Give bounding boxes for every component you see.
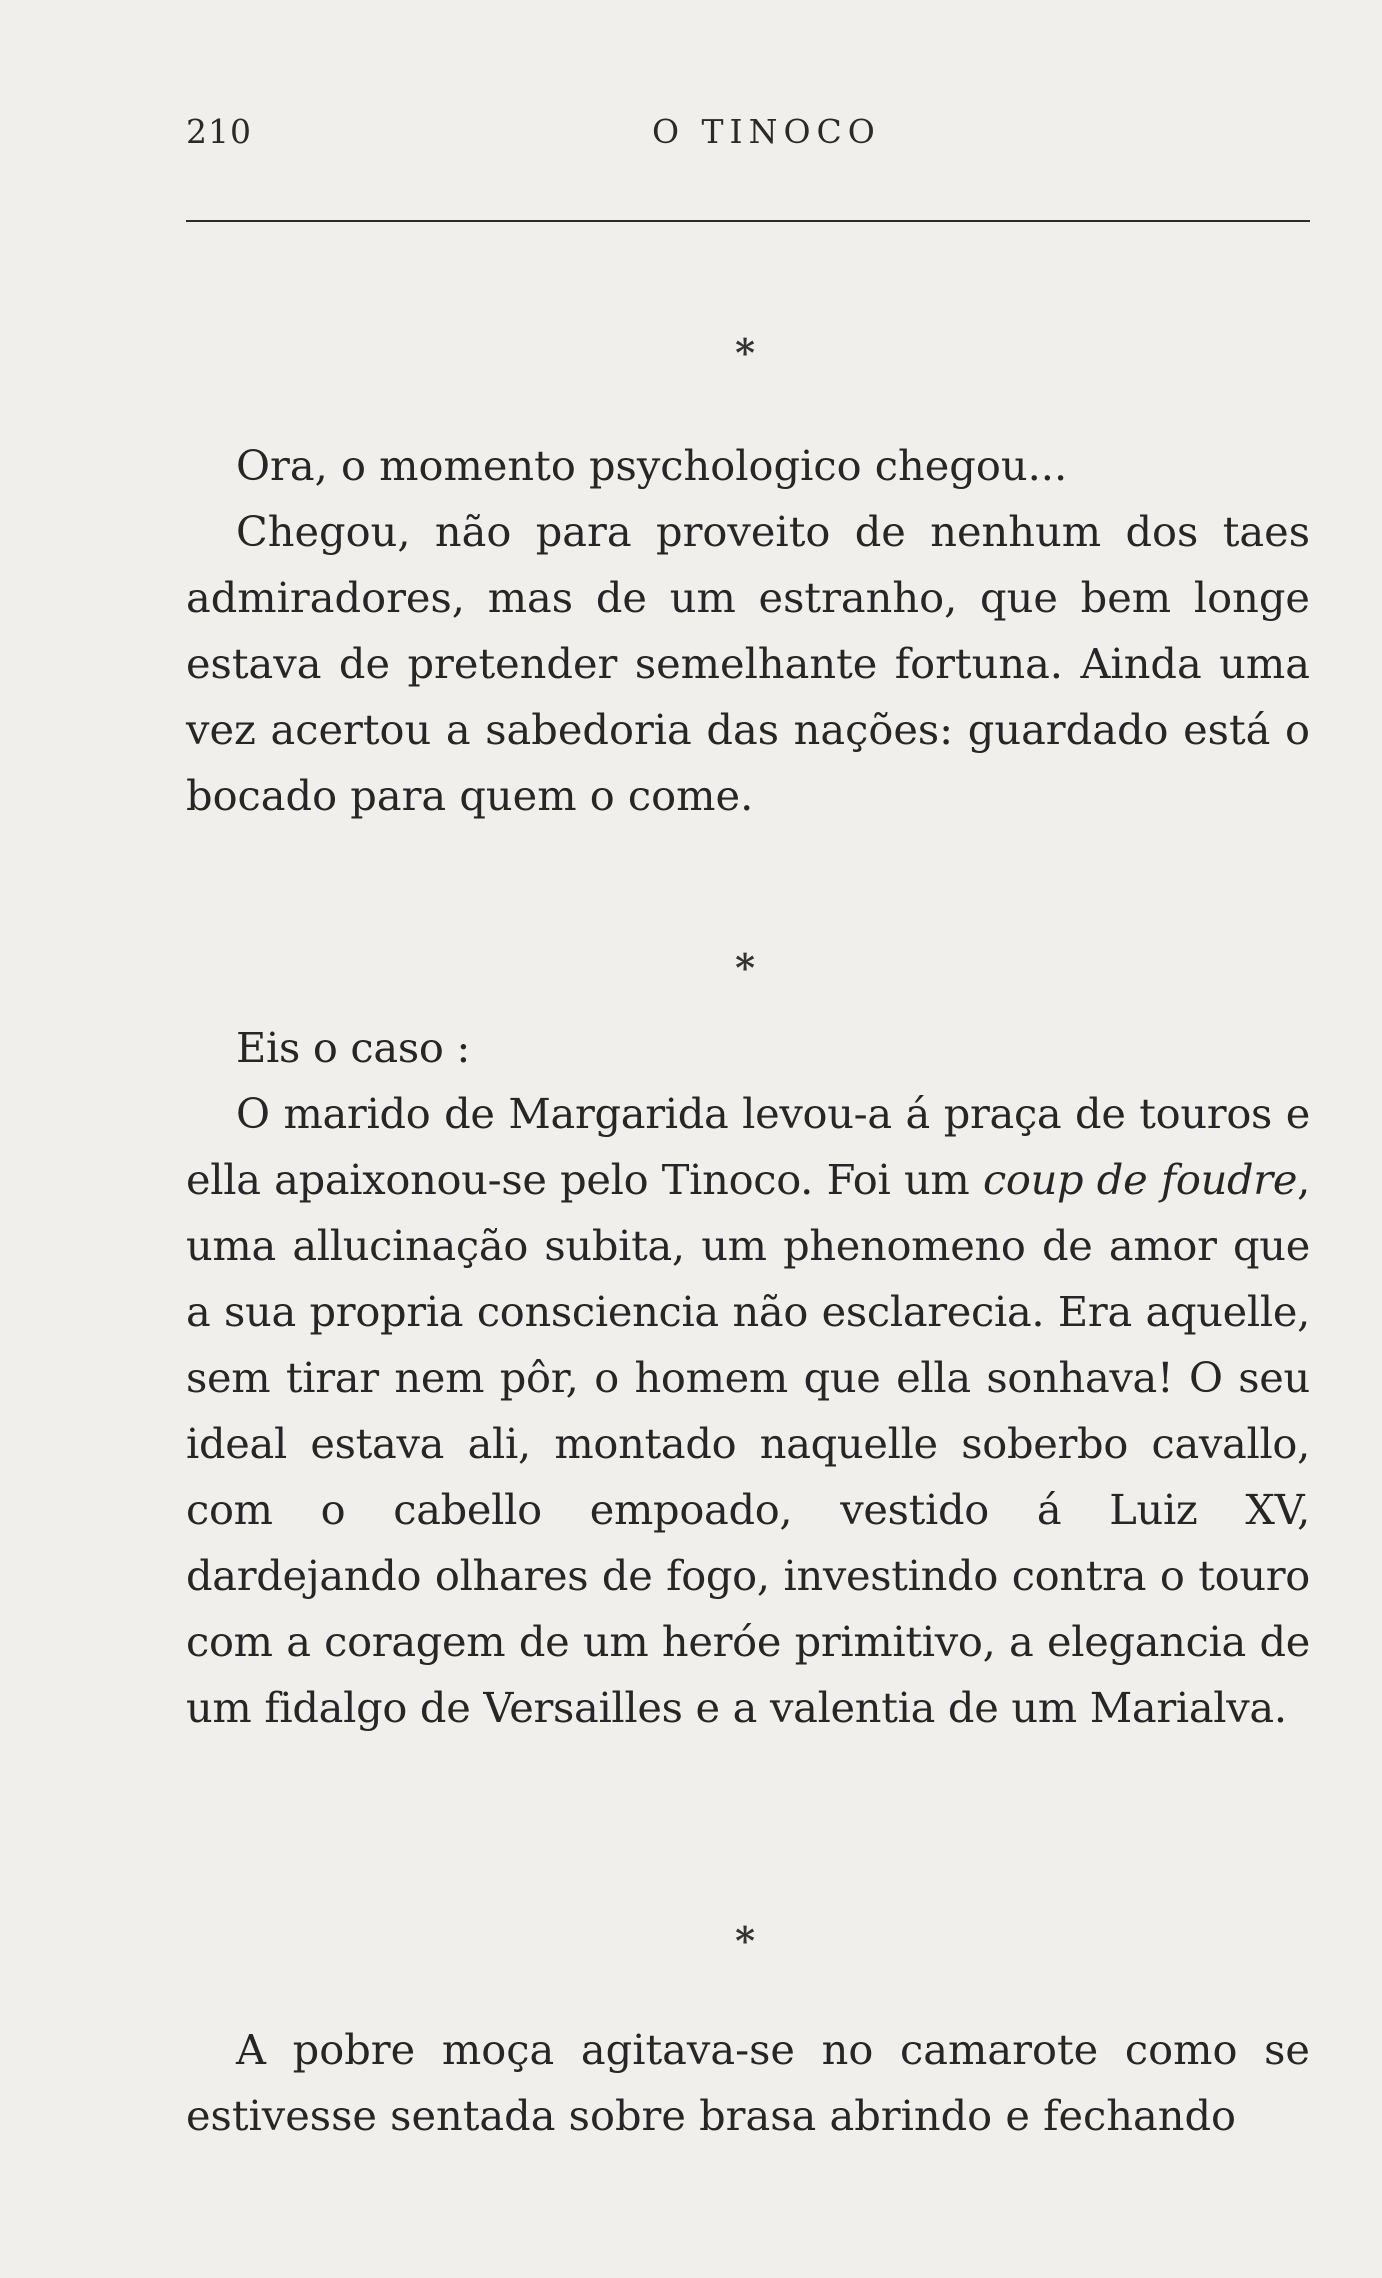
italic-phrase: coup de foudre — [982, 1155, 1298, 1204]
header-rule — [186, 220, 1310, 222]
section-2 — [186, 1015, 1310, 1741]
paragraph-3: Eis o caso : — [236, 1023, 471, 1072]
page-number: 210 — [186, 112, 252, 151]
section-1 — [186, 433, 1310, 829]
paragraph-4-rest: , uma allucinação subita, um phenomeno de amor que a sua propria consciencia não esclarecia. Era aquelle, sem tirar nem pôr, o homem que ella sonhava! O seu ideal estava ali, montado naquelle soberbo cavallo, com o cabello empoado, vestido á Luiz XV, dardejando olhares de fogo, investindo contra o touro com a coragem de um heróe primitivo, a elegancia de um fidalgo de Versailles e a valentia de um Marialva. — [186, 1155, 1310, 1732]
running-title: O TINOCO — [652, 112, 881, 151]
section-separator: * — [735, 330, 755, 375]
paragraph-4 — [186, 1081, 1310, 1741]
paragraph-1: Ora, o momento psychologico chegou... — [236, 441, 1068, 490]
paragraph-2: Chegou, não para proveito de nenhum dos taes admiradores, mas de um estranho, que bem longe estava de pretender semelhante fortuna. Ainda uma vez acertou a sabedoria das nações: guardado está o bocado para quem o come. — [186, 507, 1310, 820]
running-header — [186, 112, 1310, 162]
section-separator: * — [735, 945, 755, 990]
paragraph-4-start: O marido de Margarida levou-a á praça de touros e ella apaixonou-se pelo Tinoco. Foi um — [186, 1089, 1310, 1204]
paragraph-5: A pobre moça agitava-se no camarote como se estivesse sentada sobre brasa abrindo e fechando — [186, 2025, 1310, 2140]
section-separator: * — [735, 1918, 755, 1963]
section-3 — [186, 2017, 1310, 2149]
